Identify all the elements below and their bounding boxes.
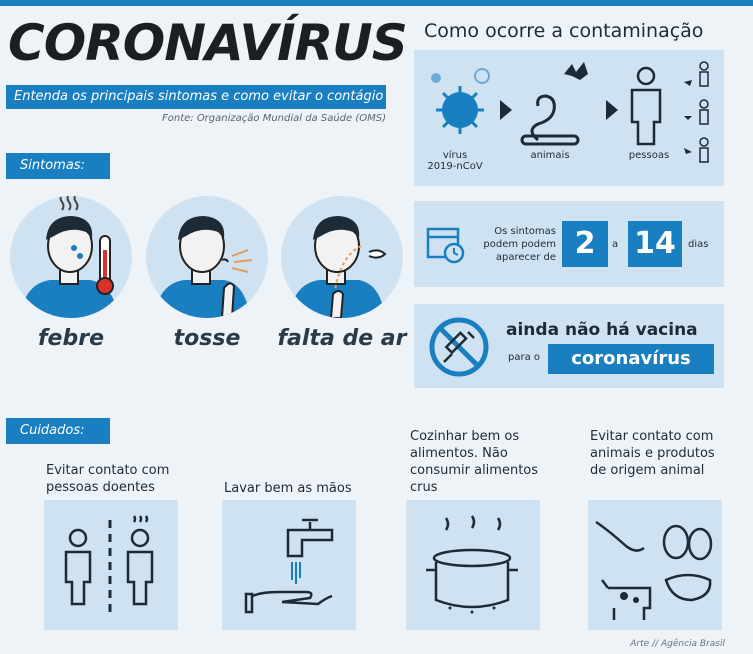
care-text-avoid-animals: Evitar contato com animais e produtos de origem animal	[590, 429, 715, 478]
vaccine-panel	[414, 304, 724, 388]
symptom-label-shortness-of-breath: falta de ar	[277, 326, 407, 351]
care-box-avoid-animals	[588, 500, 722, 630]
fever-person-icon	[10, 196, 132, 318]
animals-snake-bat-icon	[518, 60, 598, 150]
care-tag: Cuidados:	[6, 418, 110, 444]
cough-illustration	[146, 196, 268, 318]
breathless-person-icon	[281, 196, 403, 318]
care-box-wash-hands	[222, 500, 356, 630]
credit-note: Arte // Agência Brasil	[630, 639, 725, 649]
shortness-of-breath-illustration	[281, 196, 403, 318]
symptoms-tag: Sintomas:	[6, 153, 110, 179]
cooking-pot-icon	[406, 500, 540, 630]
incubation-panel	[414, 201, 724, 287]
incubation-min-days: 2	[562, 221, 608, 267]
contamination-panel	[414, 50, 724, 186]
care-text-wash-hands: Lavar bem as mãos	[224, 481, 352, 496]
subtitle-banner: Entenda os principais sintomas e como evitar o contágio	[6, 85, 386, 109]
arrow-right-icon	[606, 100, 618, 120]
care-box-cook-food	[406, 500, 540, 630]
person-icon	[626, 66, 666, 146]
virus-label: vírus 2019-nCoV	[427, 150, 483, 172]
no-vaccine-icon	[428, 316, 490, 378]
source-note: Fonte: Organização Mundial da Saúde (OMS)	[161, 113, 386, 124]
cough-person-icon	[146, 196, 268, 318]
vaccine-prefix: para o	[508, 352, 541, 363]
people-label: pessoas	[628, 150, 670, 161]
animal-products-icon	[588, 500, 722, 630]
page-title: CORONAVÍRUS	[8, 14, 407, 72]
contamination-title: Como ocorre a contaminação	[424, 20, 704, 42]
arrow-right-icon	[500, 100, 512, 120]
top-accent-bar	[0, 0, 753, 6]
care-box-avoid-sick	[44, 500, 178, 630]
spread-people-icon	[672, 60, 716, 170]
incubation-unit: dias	[688, 239, 709, 250]
distance-people-icon	[44, 500, 178, 630]
incubation-connector: a	[612, 239, 619, 250]
virus-icon	[424, 64, 494, 144]
fever-illustration	[10, 196, 132, 318]
vaccine-highlight: coronavírus	[548, 344, 714, 374]
incubation-max-days: 14	[628, 221, 682, 267]
incubation-text: Os sintomas podem podem aparecer de	[483, 226, 556, 263]
care-text-cook-food: Cozinhar bem os alimentos. Não consumir alimentos crus	[410, 429, 539, 495]
faucet-hand-icon	[222, 500, 356, 630]
animals-label: animais	[530, 150, 570, 161]
care-text-avoid-sick: Evitar contato com pessoas doentes	[46, 463, 170, 495]
vaccine-line: ainda não há vacina	[506, 320, 698, 340]
calendar-clock-icon	[426, 225, 466, 265]
symptom-label-fever: febre	[37, 326, 104, 351]
symptom-label-cough: tosse	[173, 326, 241, 351]
